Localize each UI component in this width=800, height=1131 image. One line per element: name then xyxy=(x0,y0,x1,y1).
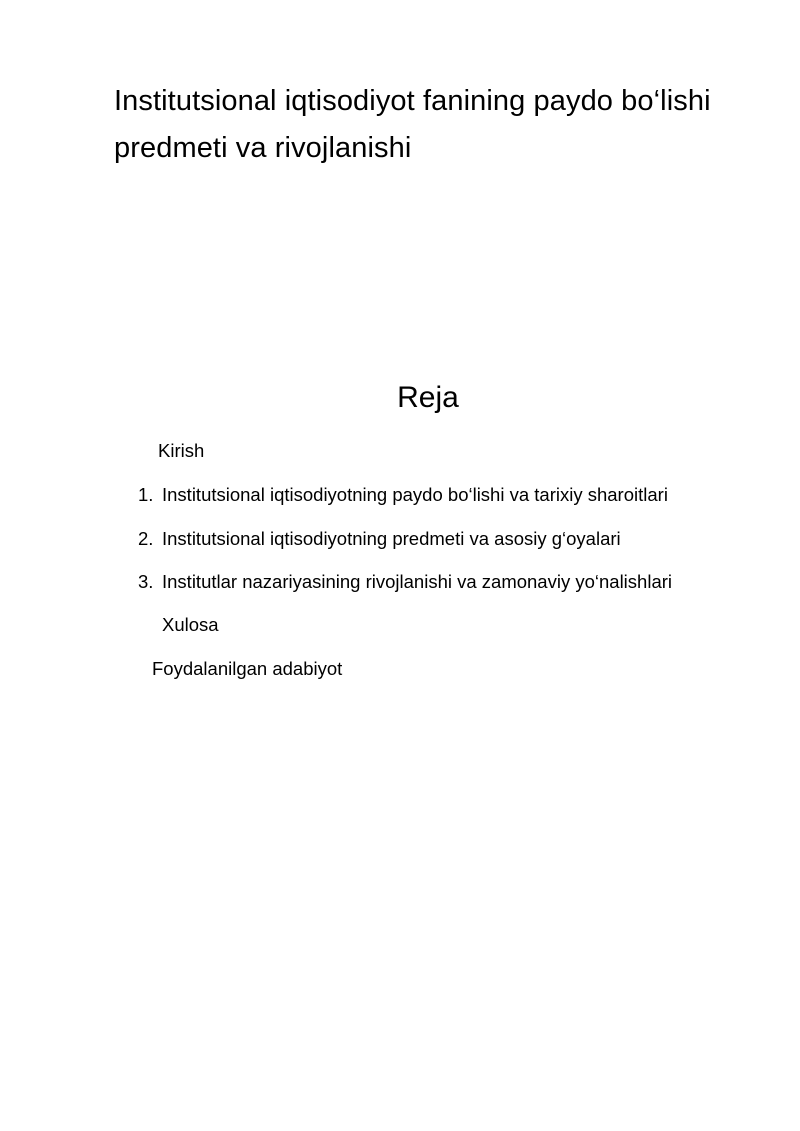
document-title: Institutsional iqtisodiyot fanining paydo bo‘lishi predmeti va rivojlanishi xyxy=(114,85,711,164)
plan-item xyxy=(138,483,668,507)
intro-line: Kirish xyxy=(158,440,205,461)
plan-item xyxy=(138,570,672,594)
plan-item-text: Institutlar nazariyasining rivojlanishi va zamonaviy yo‘nalishlari xyxy=(162,571,673,592)
plan-item xyxy=(138,527,621,551)
plan-item-number: 1. xyxy=(138,484,154,505)
plan-item-text: Institutsional iqtisodiyotning paydo bo‘lishi va tarixiy sharoitlari xyxy=(162,484,668,505)
plan-heading: Reja xyxy=(397,381,459,414)
plan-item-text: Institutsional iqtisodiyotning predmeti va asosiy g‘oyalari xyxy=(162,528,621,549)
plan-item-number: 2. xyxy=(138,528,154,549)
plan-item-number: 3. xyxy=(138,571,154,592)
conclusion-line: Xulosa xyxy=(162,614,219,635)
references-line: Foydalanilgan adabiyot xyxy=(152,658,343,679)
